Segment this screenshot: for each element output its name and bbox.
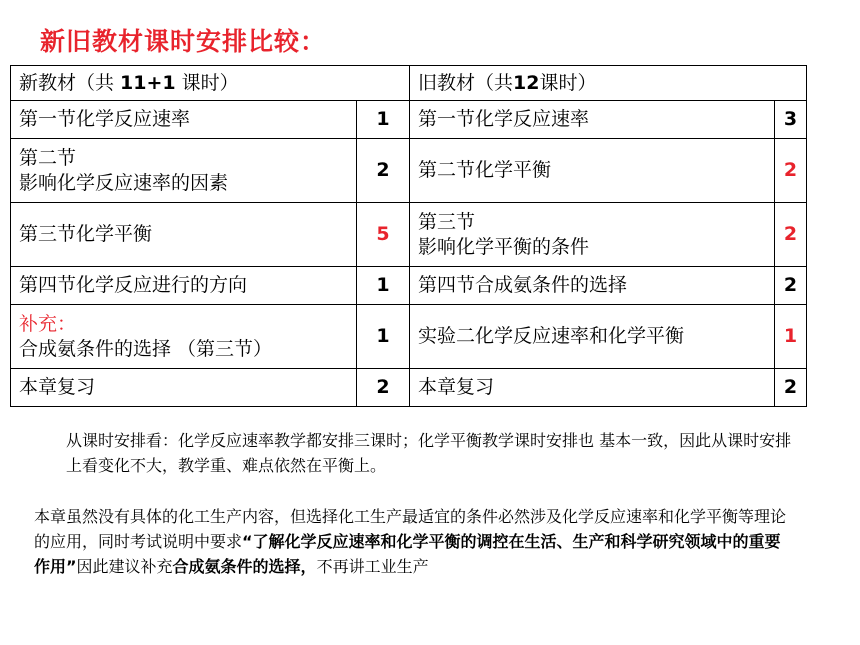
- new-lesson-cell: [11, 369, 357, 407]
- old-hours-cell: 2: [775, 203, 807, 267]
- suggested-topic: 合成氨条件的选择，: [172, 557, 317, 576]
- new-lesson-line: 第三节化学平衡: [19, 223, 153, 245]
- old-total-hours: 12: [513, 71, 540, 94]
- old-hours-cell: 3: [775, 101, 807, 139]
- old-lesson-line: 实验二化学反应速率和化学平衡: [418, 325, 685, 347]
- new-hours-cell: 2: [357, 369, 410, 407]
- comparison-table: [10, 65, 807, 407]
- new-lesson-line: 第四节化学反应进行的方向: [19, 274, 248, 296]
- old-lesson-cell: [410, 305, 775, 369]
- old-lesson-cell: [410, 101, 775, 139]
- table-row: [11, 305, 807, 369]
- old-hours-cell: 1: [775, 305, 807, 369]
- new-hours-cell: 5: [357, 203, 410, 267]
- new-lesson-cell: [11, 101, 357, 139]
- old-lesson-line: 第三节: [418, 210, 476, 233]
- table-row: [11, 267, 807, 305]
- old-lesson-cell: [410, 267, 775, 305]
- new-lesson-cell: [11, 203, 357, 267]
- table-row: [11, 139, 807, 203]
- old-lesson-line: 本章复习: [418, 376, 495, 398]
- table-row: [11, 203, 807, 267]
- analysis-paragraph-1: 从课时安排看：化学反应速率教学都安排三课时；化学平衡教学课时安排也 基本一致，因此从课时安排上看变化不大，教学重、难点依然在平衡上。: [66, 431, 792, 475]
- analysis-paragraph-2: 本章虽然没有具体的化工生产内容，但选择化工生产最适宜的条件必然涉及化学反应速率和化学平衡等理论的应用，同时考试说明中要求“了解化学反应速率和化学平衡的调控在生活、生产和科学研究领域中的重要作用”因此建议补充合成氨条件的选择，不再讲工业生产: [34, 507, 787, 576]
- table-row: [11, 101, 807, 139]
- new-lesson-line: 影响化学反应速率的因素: [19, 171, 229, 194]
- old-lesson-line: 影响化学平衡的条件: [418, 235, 590, 258]
- new-total-hours: 11+1: [120, 71, 176, 94]
- new-hours-cell: 1: [357, 267, 410, 305]
- old-lesson-cell: [410, 369, 775, 407]
- new-hours-cell: 1: [357, 101, 410, 139]
- requirement-quote: “了解化学反应速率和化学平衡的调控在生活、生产和科学研究领域中的重要作用”: [34, 532, 781, 576]
- new-lesson-cell: [11, 267, 357, 305]
- old-lesson-line: 第四节合成氨条件的选择: [418, 274, 628, 296]
- table-row: [11, 369, 807, 407]
- new-lesson-cell: [11, 305, 357, 369]
- old-textbook-header: 旧教材（共12课时）: [410, 66, 807, 101]
- old-lesson-line: 第一节化学反应速率: [418, 108, 590, 130]
- old-lesson-cell: [410, 139, 775, 203]
- new-hours-cell: 1: [357, 305, 410, 369]
- table-header-row: [11, 66, 807, 101]
- old-hours-cell: 2: [775, 139, 807, 203]
- new-textbook-header: 新教材（共 11+1 课时）: [11, 66, 410, 101]
- old-lesson-line: 第二节化学平衡: [418, 159, 552, 181]
- new-lesson-line: 本章复习: [19, 376, 96, 398]
- old-lesson-cell: [410, 203, 775, 267]
- page-title: 新旧教材课时安排比较：: [40, 27, 327, 56]
- new-hours-cell: 2: [357, 139, 410, 203]
- new-lesson-line: 第一节化学反应速率: [19, 108, 191, 130]
- new-lesson-line: 第二节: [19, 146, 77, 169]
- new-lesson-cell: [11, 139, 357, 203]
- old-hours-cell: 2: [775, 267, 807, 305]
- new-lesson-line: 补充：: [19, 312, 77, 335]
- new-lesson-line: 合成氨条件的选择 （第三节）: [19, 337, 273, 360]
- old-hours-cell: 2: [775, 369, 807, 407]
